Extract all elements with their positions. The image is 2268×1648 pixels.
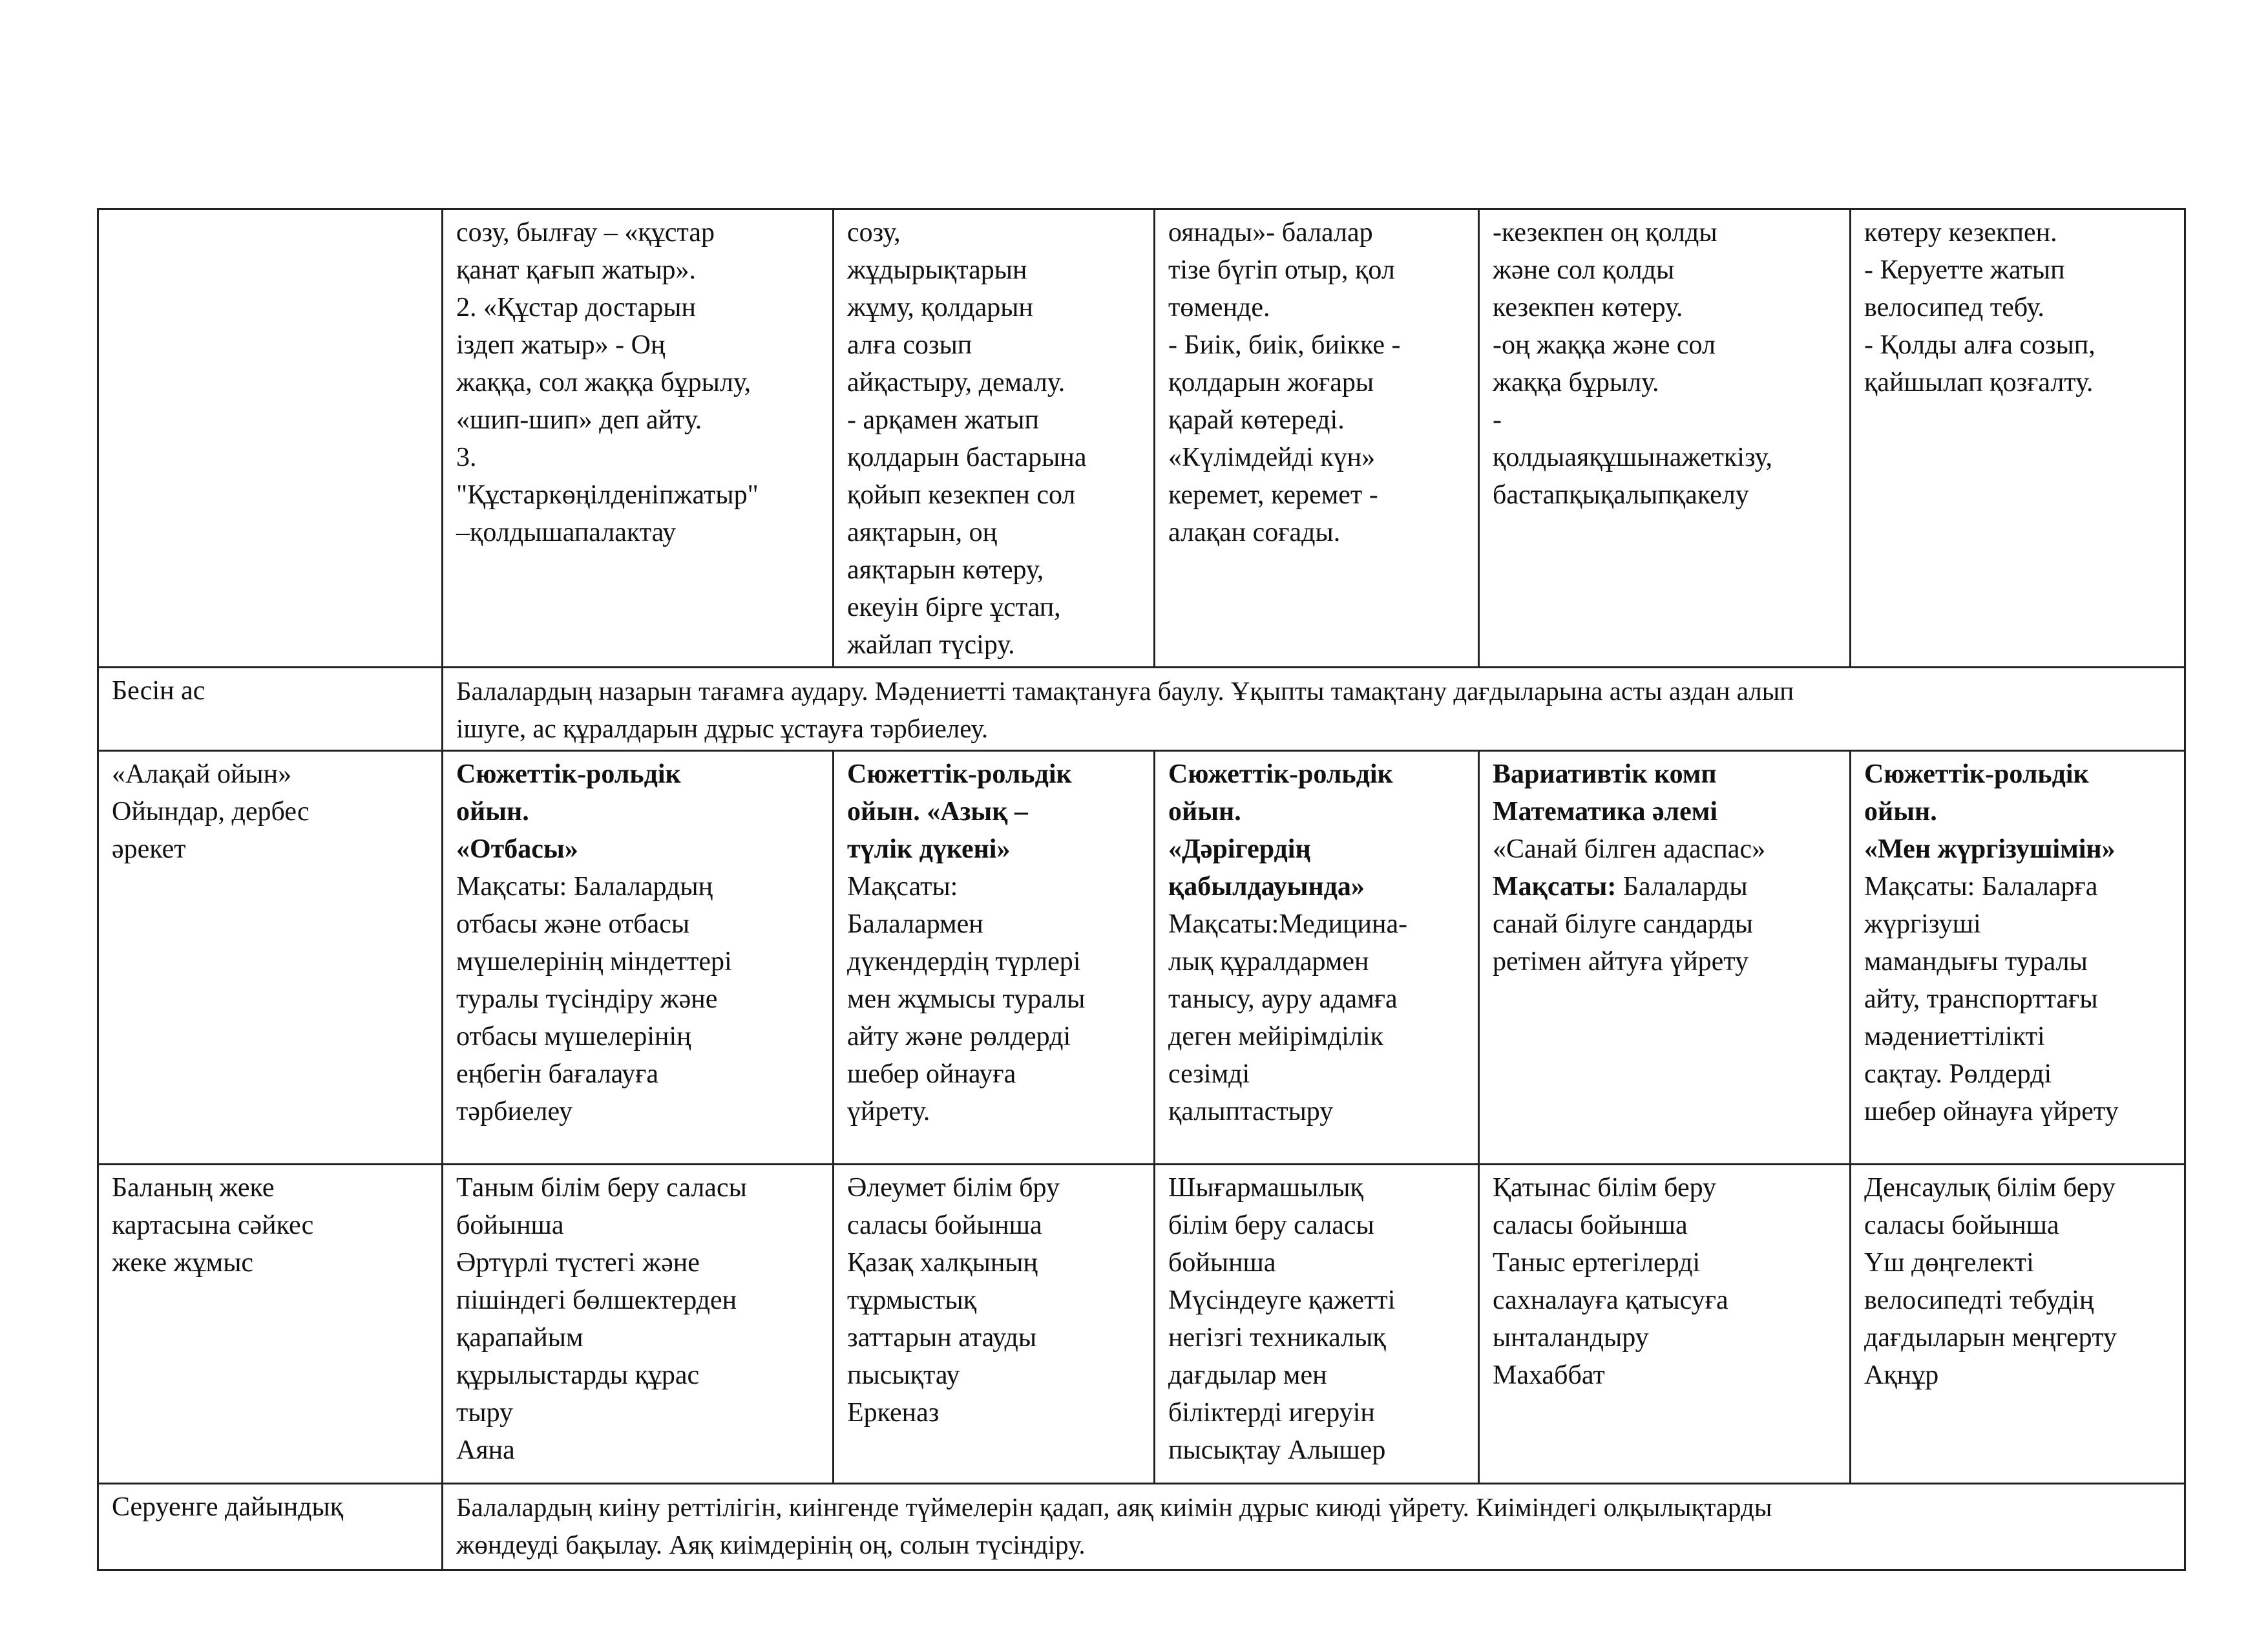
text-line: созу, [847, 218, 901, 248]
text-line: жеке жұмыс [112, 1248, 254, 1278]
text-line: Математика әлемі [1493, 797, 1718, 827]
text-line: Балалармен [847, 909, 983, 939]
text-line: Шығармашылық [1168, 1173, 1363, 1203]
text-line: Махаббат [1493, 1360, 1605, 1390]
text-line: түлік дүкені» [847, 834, 1011, 864]
text-line: еңбегін бағалауға [456, 1059, 659, 1089]
text-line: Таныс ертегілерді [1493, 1248, 1701, 1278]
text-line: қолдарын бастарына [847, 443, 1087, 472]
day-cell [1851, 209, 2185, 668]
text-line: қанат қағып жатыр». [456, 255, 697, 285]
text-line: Баланың жеке [112, 1173, 275, 1203]
text-line: Сюжеттік-рольдік [1864, 759, 2089, 789]
text-line: Үш дөңгелекті [1864, 1248, 2034, 1278]
text-line: керемет, керемет - [1168, 480, 1378, 510]
text-line: Таным білім беру саласы [456, 1173, 747, 1203]
text-line: білім беру саласы [1168, 1210, 1374, 1240]
text-line: қабылдауында» [1168, 872, 1365, 902]
text-line: Мақсаты: [847, 872, 958, 902]
text-line: ойын. [1864, 797, 1937, 827]
text-line: мәдениеттілікті [1864, 1022, 2045, 1051]
text-line: көтеру кезекпен. [1864, 218, 2057, 248]
text-line: Сюжеттік-рольдік [1168, 759, 1393, 789]
text-line: айту және рөлдерді [847, 1022, 1071, 1051]
text-line: Әртүрлі түстегі және [456, 1248, 700, 1278]
text-line: бойынша [456, 1210, 564, 1240]
text-line: саласы бойынша [847, 1210, 1042, 1240]
text-line: ынталандыру [1493, 1323, 1649, 1353]
text-line: Ойындар, дербес [112, 797, 310, 827]
text-line: картасына сәйкес [112, 1210, 314, 1240]
text-line: бастапқықалыпқакелу [1493, 480, 1749, 510]
text-line: Қазақ халқының [847, 1248, 1038, 1278]
row-label-cell [98, 1484, 443, 1570]
day-cell [1479, 1165, 1851, 1484]
text-line: отбасы мүшелерінің [456, 1022, 691, 1051]
text-line: Әлеумет білім бру [847, 1173, 1060, 1203]
text-line: Мүсіндеуге қажетті [1168, 1285, 1396, 1315]
text-line: іздеп жатыр» - Оң [456, 330, 666, 360]
text-line: дағдыларын меңгерту [1864, 1323, 2117, 1353]
day-cell [834, 209, 1155, 668]
text-line: жаққа, сол жаққа бұрылу, [456, 368, 751, 397]
text-line: Мақсаты: Балаларды [1493, 872, 1748, 902]
text-line: санай білуге сандарды [1493, 909, 1754, 939]
text-line: қолдыаяқұшынажеткізу, [1493, 443, 1772, 472]
text-line: Қатынас білім беру [1493, 1173, 1717, 1203]
table-row [98, 1165, 2185, 1484]
text-line: Сюжеттік-рольдік [456, 759, 681, 789]
text-line: төменде. [1168, 293, 1270, 322]
text-line: ойын. [456, 797, 529, 827]
text-line: деген мейірімділік [1168, 1022, 1383, 1051]
text-line: оянады»- балалар [1168, 218, 1373, 248]
day-cell [1851, 751, 2185, 1165]
table-row [98, 209, 2185, 668]
text-line: Аяна [456, 1435, 515, 1465]
text-line: айту, транспорттағы [1864, 984, 2098, 1014]
text-line: Серуенге дайындық [112, 1492, 344, 1522]
text-line: "Құстаркөңілденіпжатыр" [456, 480, 759, 510]
text-line: «Отбасы» [456, 834, 578, 864]
text-line: велосипедті тебудің [1864, 1285, 2094, 1315]
text-line: тәрбиелеу [456, 1097, 573, 1126]
text-line: Ақнұр [1864, 1360, 1939, 1390]
row-label-cell [98, 751, 443, 1165]
text-line: «Мен жүргізушімін» [1864, 834, 2116, 864]
text-line: қалыптастыру [1168, 1097, 1334, 1126]
text-line: «Дәрігердің [1168, 834, 1311, 864]
text-line: Мақсаты: Балалардың [456, 872, 713, 902]
text-line: лық құралдармен [1168, 947, 1369, 977]
text-line: дүкендердің түрлері [847, 947, 1081, 977]
text-line: пысықтау [847, 1360, 960, 1390]
table-row [98, 1484, 2185, 1570]
text-line: «шип-шип» деп айту. [456, 405, 702, 435]
text-line: аяқтарын, оң [847, 518, 998, 547]
text-line: ойын. «Азық – [847, 797, 1028, 827]
text-line: жүргізуші [1864, 909, 1981, 939]
row-label-cell [98, 209, 443, 668]
day-cell [1851, 1165, 2185, 1484]
day-cell [1155, 209, 1479, 668]
text-line: «Күлімдейді күн» [1168, 443, 1376, 472]
text-line: ішуге, ас құралдарын дұрыс ұстауға тәрбиелеу. [456, 713, 989, 743]
daily-plan-table [97, 208, 2186, 1571]
text-line: 3. [456, 443, 477, 472]
table-row [98, 751, 2185, 1165]
text-line: тізе бүгіп отыр, қол [1168, 255, 1395, 285]
text-line: Бесін ас [112, 676, 205, 706]
text-line: екеуін бірге ұстап, [847, 593, 1061, 622]
day-cell [834, 751, 1155, 1165]
text-line: танысу, ауру адамға [1168, 984, 1398, 1014]
text-line: Вариативтік комп [1493, 759, 1717, 789]
text-line: пысықтау Алышер [1168, 1435, 1386, 1465]
text-line: шебер ойнауға үйрету [1864, 1097, 2119, 1126]
text-line: дағдылар мен [1168, 1360, 1327, 1390]
day-cell [1155, 1165, 1479, 1484]
text-line: Мақсаты: Балаларға [1864, 872, 2098, 902]
text-line: Еркеназ [847, 1398, 940, 1428]
day-cell [1479, 751, 1851, 1165]
text-line: жұму, қолдарын [847, 293, 1033, 322]
text-line: велосипед тебу. [1864, 293, 2044, 322]
text-line: ойын. [1168, 797, 1241, 827]
text-line: жаққа бұрылу. [1493, 368, 1659, 397]
text-line: жұдырықтарын [847, 255, 1027, 285]
text-line: - арқамен жатып [847, 405, 1039, 435]
text-line: саласы бойынша [1493, 1210, 1688, 1240]
row-label-cell [98, 1165, 443, 1484]
text-line: 2. «Құстар достарын [456, 293, 696, 322]
text-line: қайшылап қозғалту. [1864, 368, 2094, 397]
text-line: - Биік, биік, биікке - [1168, 330, 1401, 360]
text-line: аяқтарын көтеру, [847, 555, 1044, 585]
day-cell [834, 1165, 1155, 1484]
text-line: мен жұмысы туралы [847, 984, 1086, 1014]
text-line: Мақсаты:Медицина- [1168, 909, 1408, 939]
text-line: - [1493, 405, 1502, 435]
text-line: қолдарын жоғары [1168, 368, 1374, 397]
text-line: сахналауға қатысуға [1493, 1285, 1728, 1315]
day-cell [443, 209, 834, 668]
text-line: алақан соғады. [1168, 518, 1341, 547]
text-line: ретімен айтуға үйрету [1493, 947, 1749, 977]
text-line: негізгі техникалық [1168, 1323, 1386, 1353]
text-line: «Санай білген адаспас» [1493, 834, 1766, 864]
text-line: тыру [456, 1398, 514, 1428]
bold-prefix: Мақсаты: [1493, 872, 1617, 902]
text-line: - Қолды алға созып, [1864, 330, 2095, 360]
text-line: алға созып [847, 330, 972, 360]
day-cell [1479, 209, 1851, 668]
text-line: мамандығы туралы [1864, 947, 2088, 977]
text-line: -оң жаққа және сол [1493, 330, 1716, 360]
text-line: «Алақай ойын» [112, 759, 292, 789]
text-line: -кезекпен оң қолды [1493, 218, 1717, 248]
text-line: әрекет [112, 834, 186, 864]
text-line: бойынша [1168, 1248, 1276, 1278]
text-line: сезімді [1168, 1059, 1250, 1089]
merged-cell [443, 668, 2185, 751]
text-line: отбасы және отбасы [456, 909, 690, 939]
text-line: Денсаулық білім беру [1864, 1173, 2116, 1203]
text-line: Балалардың киіну реттілігін, киінгенде түймелерін қадап, аяқ киімін дұрыс киюді үйрету. Киіміндегі олқылықтарды [456, 1492, 1772, 1522]
text-line: қарай көтереді. [1168, 405, 1345, 435]
merged-cell [443, 1484, 2185, 1570]
text-line: шебер ойнауға [847, 1059, 1016, 1089]
text-line: сақтау. Рөлдерді [1864, 1059, 2052, 1089]
text-line: айқастыру, демалу. [847, 368, 1066, 397]
day-cell [1155, 751, 1479, 1165]
text-line: –қолдышапалактау [456, 518, 677, 547]
text-line: қарапайым [456, 1323, 583, 1353]
text-line: қойып кезекпен сол [847, 480, 1076, 510]
text-line: құрылыстарды құрас [456, 1360, 700, 1390]
text-line: созу, былғау – «құстар [456, 218, 715, 248]
text-line: заттарын атауды [847, 1323, 1037, 1353]
text-line: үйрету. [847, 1097, 930, 1126]
row-label-cell [98, 668, 443, 751]
text-line: пішіндегі бөлшектерден [456, 1285, 737, 1315]
text-line: Балалардың назарын тағамға аудару. Мәдениетті тамақтануға баулу. Ұқыпты тамақтану дағдыларына асты аздан алып [456, 676, 1794, 706]
text-line: тұрмыстық [847, 1285, 977, 1315]
day-cell [443, 1165, 834, 1484]
text-line: - Керуетте жатып [1864, 255, 2065, 285]
text-line: кезекпен көтеру. [1493, 293, 1683, 322]
text-line: жайлап түсіру. [847, 630, 1015, 660]
text-line: туралы түсіндіру және [456, 984, 718, 1014]
text-line: және сол қолды [1493, 255, 1675, 285]
text-line: саласы бойынша [1864, 1210, 2059, 1240]
table-row [98, 668, 2185, 751]
text-line: мүшелерінің міндеттері [456, 947, 732, 977]
text-line: жөндеуді бақылау. Аяқ киімдерінің оң, солын түсіндіру. [456, 1530, 1086, 1559]
text-line: Сюжеттік-рольдік [847, 759, 1072, 789]
day-cell [443, 751, 834, 1165]
text-line: біліктерді игеруін [1168, 1398, 1375, 1428]
